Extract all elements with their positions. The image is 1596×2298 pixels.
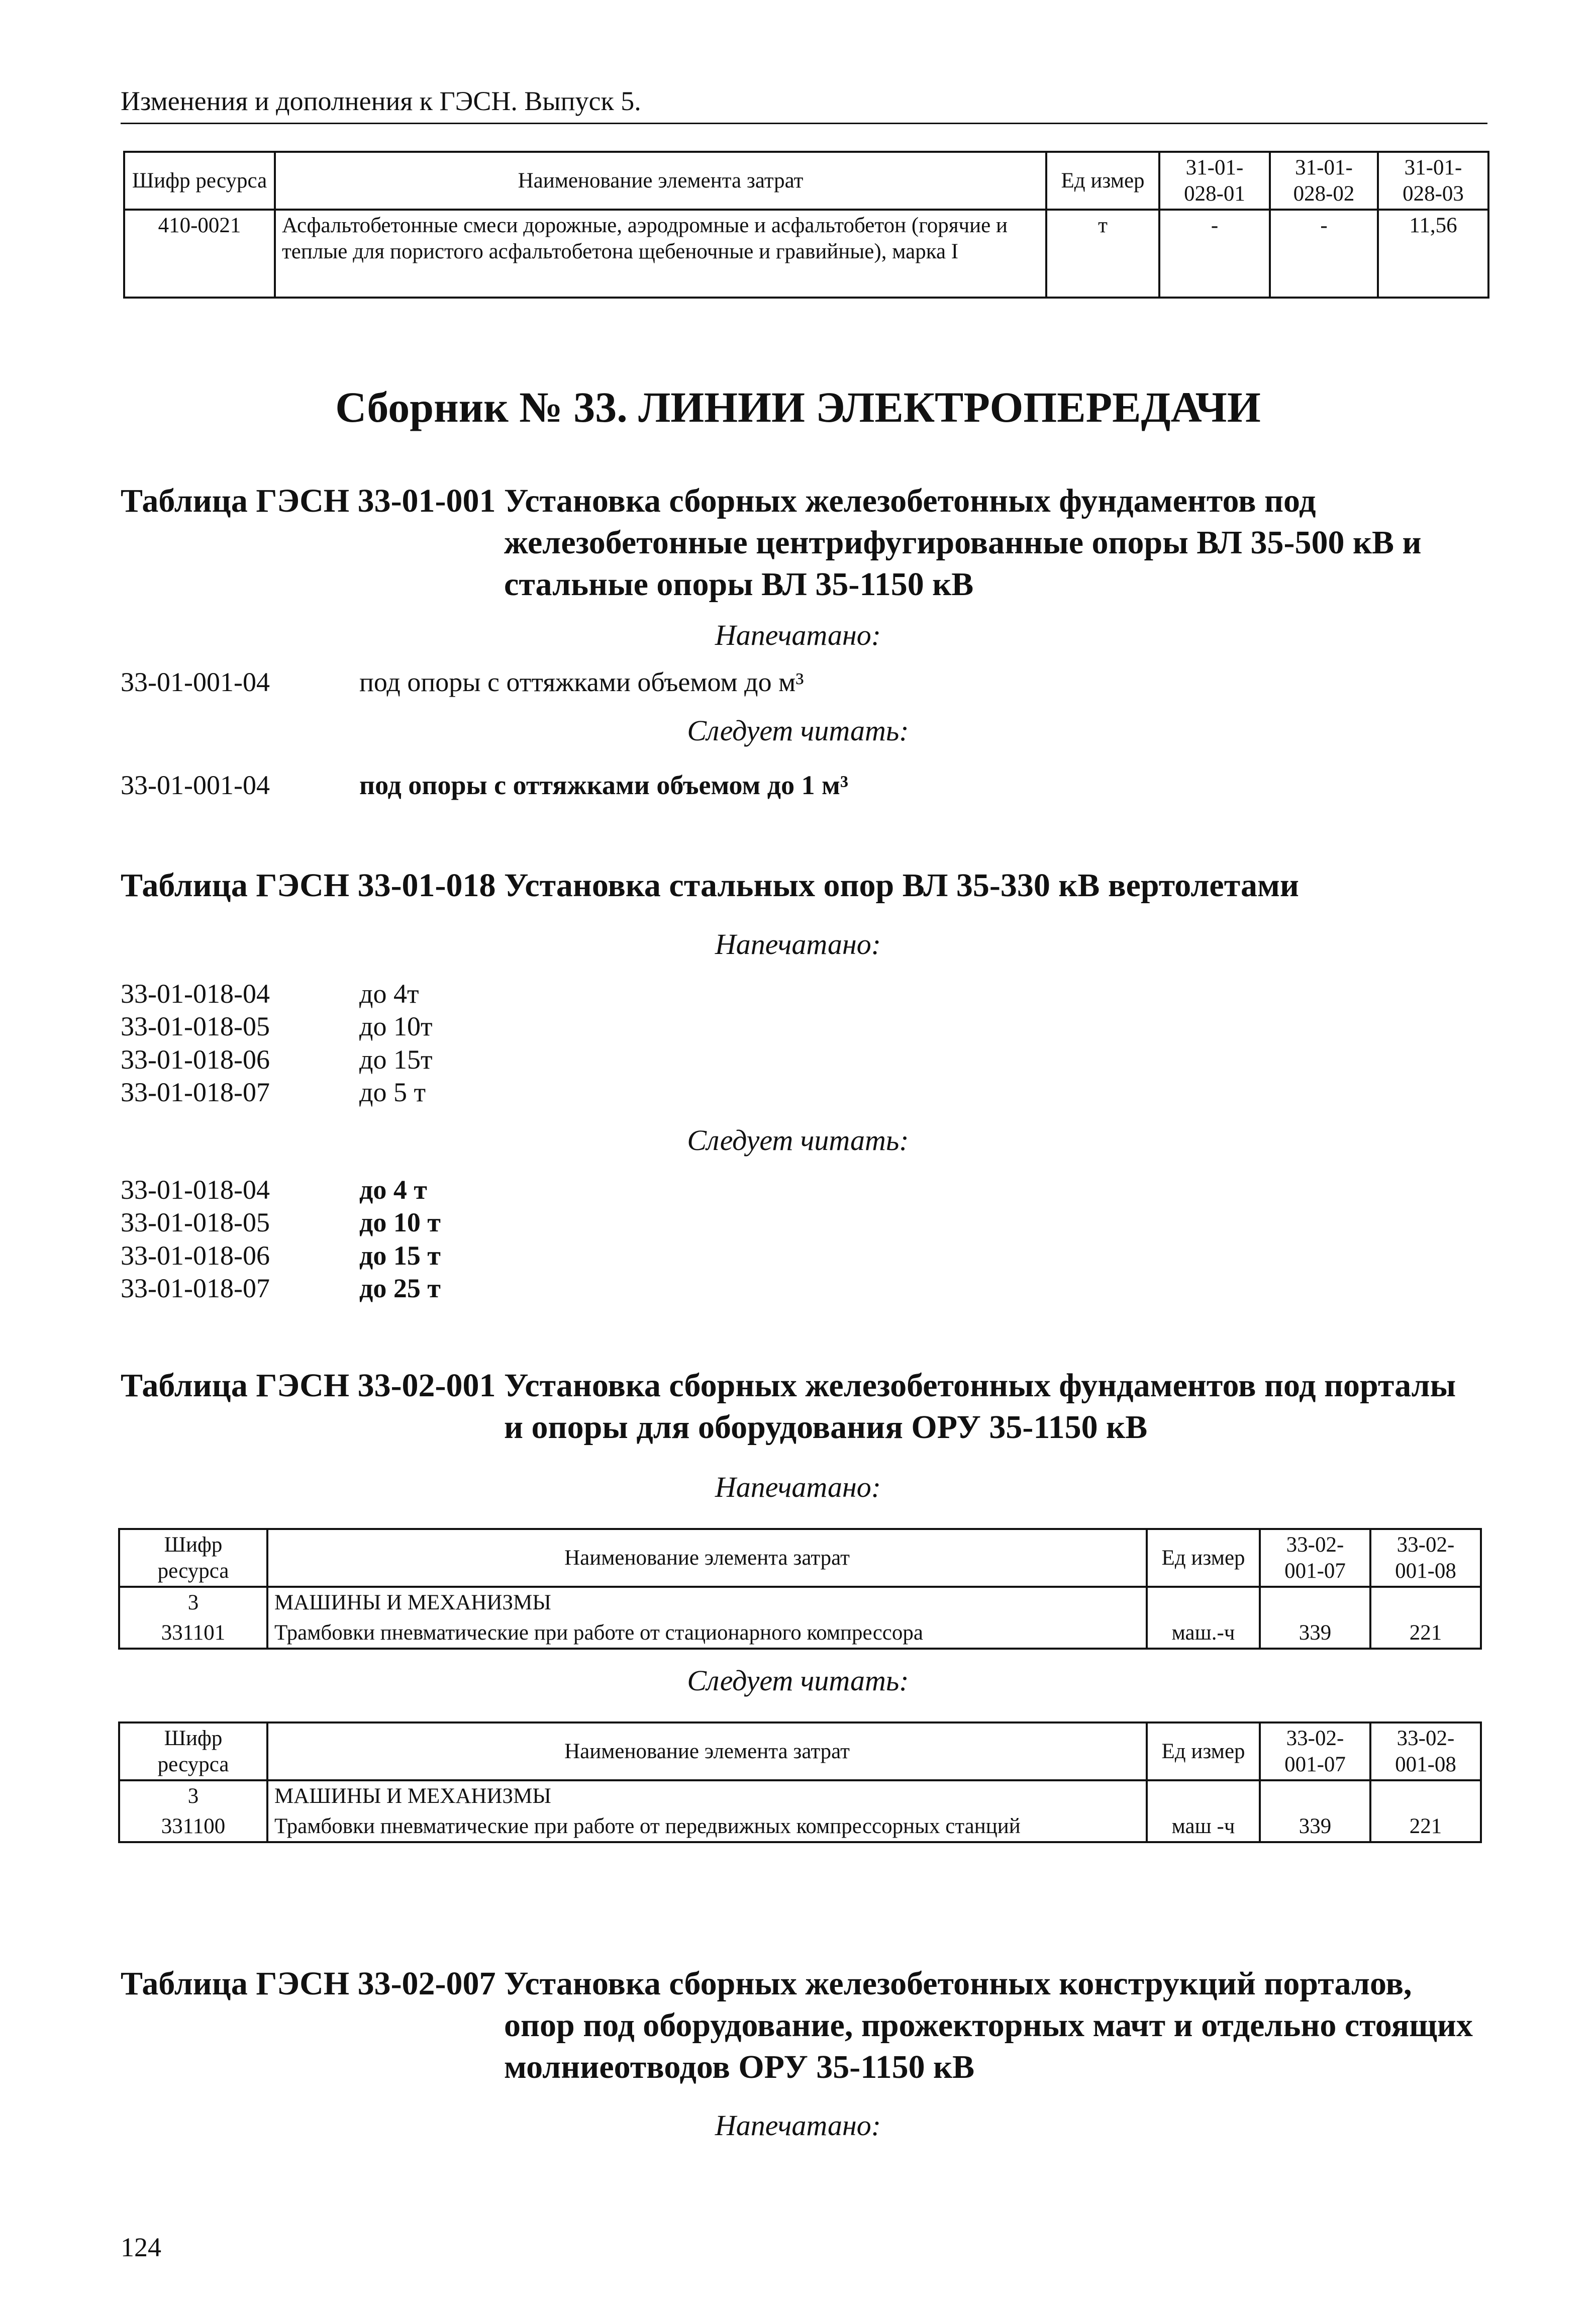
list-item: 33-01-018-05 до 10 т — [121, 1207, 441, 1238]
list-item: 33-01-018-07 до 25 т — [121, 1273, 441, 1303]
col-header-name: Наименование элемента затрат — [267, 1529, 1147, 1587]
table-row — [119, 1780, 1481, 1811]
collection-title: Сборник № 33. ЛИНИИ ЭЛЕКТРОПЕРЕДАЧИ — [335, 383, 1261, 431]
cell-unit: маш.-ч — [1147, 1618, 1260, 1649]
col-header-name: Наименование элемента затрат — [267, 1722, 1147, 1780]
cell-value: - — [1159, 210, 1270, 298]
cell-name: Трамбовки пневматические при работе от передвижных компрессорных станций — [267, 1811, 1147, 1843]
section-title-33-01-018 — [121, 865, 1508, 906]
col-header-norm-08: 33-02-001-08 — [1370, 1529, 1481, 1587]
cell-unit — [1147, 1780, 1260, 1811]
col-header-code: Шифр ресурса — [119, 1529, 267, 1587]
col-header-norm-01: 31-01-028-01 — [1159, 152, 1270, 210]
title-prefix: Таблица ГЭСН 33-01-018 — [121, 867, 496, 904]
cell-name: Асфальтобетонные смеси дорожные, аэродромные и асфальтобетон (горячие и теплые для пористого асфальтобетона щебеночные и гравийные), марка I — [275, 210, 1046, 298]
cell-name: Трамбовки пневматические при работе от стационарного компрессора — [267, 1618, 1147, 1649]
resource-table-corrected — [118, 1721, 1482, 1843]
list-item: 33-01-018-05 до 10т — [121, 1011, 433, 1042]
cell-value: 221 — [1370, 1618, 1481, 1649]
label-should-read: Следует читать: — [687, 1124, 909, 1157]
title-prefix: Таблица ГЭСН 33-02-007 — [121, 1965, 496, 2002]
page-number: 124 — [121, 2232, 161, 2262]
running-header: Изменения и дополнения к ГЭСН. Выпуск 5. — [121, 85, 1487, 124]
title-rest: Установка сборных железобетонных конструкций порталов, опор под оборудование, прожекторных мачт и отдельно стоящих молниеотводов ОРУ 35-1150 кВ — [504, 1965, 1473, 2086]
col-header-norm-03: 31-01-028-03 — [1378, 152, 1488, 210]
cell-unit: маш -ч — [1147, 1811, 1260, 1843]
cell-code: 3 — [119, 1587, 267, 1618]
cell-unit: т — [1046, 210, 1159, 298]
table-header-row — [119, 1529, 1481, 1587]
corrected-list — [121, 1174, 441, 1305]
col-header-norm-08: 33-02-001-08 — [1370, 1722, 1481, 1780]
cell-value: 339 — [1260, 1618, 1370, 1649]
cell-value: - — [1270, 210, 1378, 298]
label-printed: Напечатано: — [715, 2109, 881, 2142]
title-prefix: Таблица ГЭСН 33-02-001 — [121, 1367, 496, 1404]
cell-value — [1260, 1587, 1370, 1618]
list-item: 33-01-018-06 до 15 т — [121, 1240, 441, 1271]
title-prefix: Таблица ГЭСН 33-01-001 — [121, 483, 496, 519]
cell-name: МАШИНЫ И МЕХАНИЗМЫ — [267, 1780, 1147, 1811]
cell-code: 410-0021 — [124, 210, 275, 298]
list-item: 33-01-018-06 до 15т — [121, 1044, 433, 1075]
list-item: 33-01-018-07 до 5 т — [121, 1077, 426, 1107]
title-rest: Установка сборных железобетонных фундаментов под железобетонные центрифугированные опоры ВЛ 35-500 кВ и стальные опоры ВЛ 35-1150 кВ — [504, 483, 1422, 603]
col-header-norm-02: 31-01-028-02 — [1270, 152, 1378, 210]
cell-value: 221 — [1370, 1811, 1481, 1843]
table-row — [124, 210, 1488, 298]
cell-code: 3 — [119, 1780, 267, 1811]
section-title-33-01-001 — [121, 480, 1508, 605]
resource-table-printed — [118, 1528, 1482, 1650]
col-header-code: Шифр ресурса — [124, 152, 275, 210]
label-printed: Напечатано: — [715, 928, 881, 961]
label-should-read: Следует читать: — [687, 1664, 909, 1697]
section-title-33-02-001 — [121, 1365, 1508, 1448]
title-rest: Установка стальных опор ВЛ 35-330 кВ вертолетами — [504, 867, 1299, 904]
table-header-row — [119, 1722, 1481, 1780]
printed-list — [121, 666, 804, 699]
table-row — [119, 1811, 1481, 1843]
title-rest: Установка сборных железобетонных фундаментов под порталы и опоры для оборудования ОРУ 35-1150 кВ — [504, 1367, 1456, 1446]
label-should-read: Следует читать: — [687, 714, 909, 747]
corrected-list — [121, 769, 848, 802]
label-printed: Напечатано: — [715, 619, 881, 651]
cell-value — [1370, 1587, 1481, 1618]
col-header-unit: Ед измер — [1147, 1722, 1260, 1780]
list-item: 33-01-018-04 до 4т — [121, 979, 419, 1009]
cell-value — [1260, 1780, 1370, 1811]
table-header-row — [124, 152, 1488, 210]
col-header-norm-07: 33-02-001-07 — [1260, 1529, 1370, 1587]
table-row — [119, 1587, 1481, 1618]
table-row — [119, 1618, 1481, 1649]
col-header-code: Шифр ресурса — [119, 1722, 267, 1780]
cell-code: 331101 — [119, 1618, 267, 1649]
list-item: 33-01-001-04 под опоры с оттяжками объемом до м³ — [121, 667, 804, 697]
col-header-unit: Ед измер — [1147, 1529, 1260, 1587]
cell-value: 339 — [1260, 1811, 1370, 1843]
col-header-unit: Ед измер — [1046, 152, 1159, 210]
printed-list — [121, 978, 433, 1109]
list-item: 33-01-001-04 под опоры с оттяжками объемом до 1 м³ — [121, 770, 849, 800]
cell-unit — [1147, 1587, 1260, 1618]
col-header-name: Наименование элемента затрат — [275, 152, 1046, 210]
label-printed: Напечатано: — [715, 1471, 881, 1503]
cell-code: 331100 — [119, 1811, 267, 1843]
list-item: 33-01-018-04 до 4 т — [121, 1175, 427, 1205]
cell-name: МАШИНЫ И МЕХАНИЗМЫ — [267, 1587, 1147, 1618]
resource-table-31-01-028 — [123, 151, 1489, 299]
cell-value — [1370, 1780, 1481, 1811]
col-header-norm-07: 33-02-001-07 — [1260, 1722, 1370, 1780]
section-title-33-02-007 — [121, 1963, 1508, 2088]
cell-value: 11,56 — [1378, 210, 1488, 298]
